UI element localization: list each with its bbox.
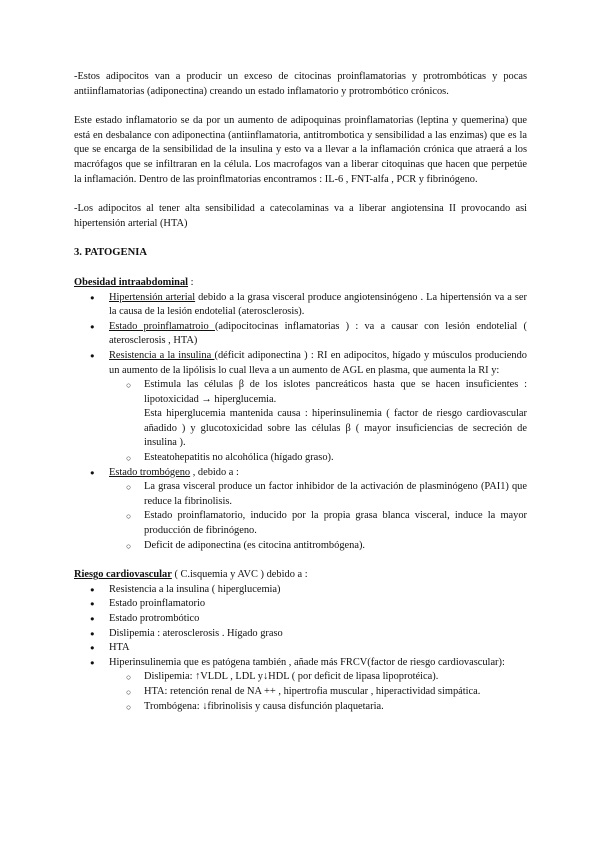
list-item: ● Estado proinflamatorio: [74, 597, 527, 612]
obesidad-list: [74, 291, 527, 554]
list-item: [74, 320, 527, 349]
item-label: Estado trombógeno: [109, 466, 191, 478]
riesgo-heading: Riesgo cardiovascular: [74, 569, 172, 581]
obesidad-heading: Obesidad intraabdominal: [74, 276, 189, 288]
sub-text: Estado proinflamatorio, inducido por la propia grasa blanca visceral, induce la mayor producción de fibrinógeno.: [144, 510, 527, 537]
list-item: ● HTA: [74, 641, 527, 656]
list-item: [74, 656, 527, 714]
sub-text: Deficit de adiponectina (es citocina antitrombógena).: [144, 539, 365, 551]
intro-paragraph-2: Este estado inflamatorio se da por un aumento de adipoquinas proinflamatorias (leptina y quemerina) que está en desbalance con adiponectina (antiinflamatoria, antitrombotica y sensibilidad a las enzimas) que es la que se encarga de la sensibilidad de la insulina y esto va a llevar a la inflamación crónica que atraerá a los macrófagos que se infiltraran en la célula. Los macrofagos van a liberar citoquinas que hacen que perpetúe la inflamación. Dentro de las proinflmatorias encontramos : IL-6 , FNT-alfa , PCR y fibrinógeno.: [74, 115, 527, 185]
obesidad-heading-line: [74, 276, 527, 291]
sublist-item: ○ Trombógena: ↓fibrinolisis y causa disfunción plaquetaria.: [109, 700, 527, 715]
sub-text: Esteatohepatitis no alcohólica (hígado graso).: [144, 452, 334, 464]
sublist-item: [109, 480, 527, 509]
riesgo-heading-suffix: ( C.isquemia y AVC ) debido a :: [171, 569, 308, 581]
sub-text: La grasa visceral produce un factor inhibidor de la activación de plasminógeno (PAI1) que reduce la fibrinolisis.: [144, 481, 527, 507]
sublist: [109, 670, 527, 714]
item-label: Estado proinflamatroio: [109, 320, 215, 332]
sublist-item: [109, 378, 527, 451]
list-item: [74, 291, 527, 320]
sublist-item: [109, 539, 527, 554]
item-label: Hipertensión arterial: [109, 291, 196, 303]
sublist: [109, 378, 527, 466]
item-label: Resistencia a la insulina: [109, 349, 215, 361]
item-text: (déficit adiponectina ) : RI en adipocitos, hígado y músculos produciendo un aumento de la lipólisis lo cual lleva a un aumento de AGL en plasma, que aumenta la RI y:: [109, 349, 527, 376]
intro-paragraph-1: -Estos adipocitos van a producir un exceso de citocinas proinflamatorias y protrombóticas y pocas antiinflamatorias (adiponectina) creando un estado inflamatorio y protrombótico crónicos.: [74, 71, 527, 97]
sub-text: ○ Estimula las células β de los islotes pancreáticos hasta que se hacen insuficientes : lipotoxicidad → hiperglucemia.: [144, 379, 527, 405]
item-text: , debido a :: [190, 466, 239, 478]
list-item: ● Estado protrombótico: [74, 612, 527, 627]
sub-text-continued: Esta hiperglucemia mantenida causa : hiperinsulinemia ( factor de riesgo cardiovascular añadido ) y glucotoxicidad sobre las células β ( mayor insuficiencias de secreción de insulina ).: [144, 408, 527, 449]
sublist: [109, 480, 527, 553]
list-item: [74, 349, 527, 466]
sublist-item: [109, 509, 527, 538]
list-item: ● Dislipemia : aterosclerosis . Hígado graso: [74, 627, 527, 642]
sublist-item: [109, 451, 527, 466]
section-title: 3. PATOGENIA: [74, 247, 147, 259]
riesgo-heading-line: [74, 568, 527, 583]
intro-paragraph-3: -Los adipocitos al tener alta sensibilidad a catecolaminas va a liberar angiotensina II provocando asi hipertensión arterial (HTA): [74, 203, 527, 229]
obesidad-heading-suffix: :: [188, 276, 194, 288]
riesgo-list: [74, 583, 527, 714]
sublist-item: ○ Dislipemia: ↑VLDL , LDL y↓HDL ( por deficit de lipasa lipoprotéica).: [109, 670, 527, 685]
item-text: debido a la grasa visceral produce angiotensinógeno . La hipertensión va a ser la causa de la lesión endotelial (aterosclerosis).: [109, 291, 527, 318]
item-text: (adipocitocinas inflamatorias ) : va a causar con lesión endotelial ( aterosclerosis , HTA): [109, 320, 527, 347]
sublist-item: ○ HTA: retención renal de NA ++ , hipertrofia muscular , hiperactividad simpática.: [109, 685, 527, 700]
item-text: Hiperinsulinemia que es patógena también , añade más FRCV(factor de riesgo cardiovascular):: [109, 656, 505, 668]
list-item: [74, 466, 527, 554]
list-item: ● Resistencia a la insulina ( hiperglucemia): [74, 583, 527, 598]
